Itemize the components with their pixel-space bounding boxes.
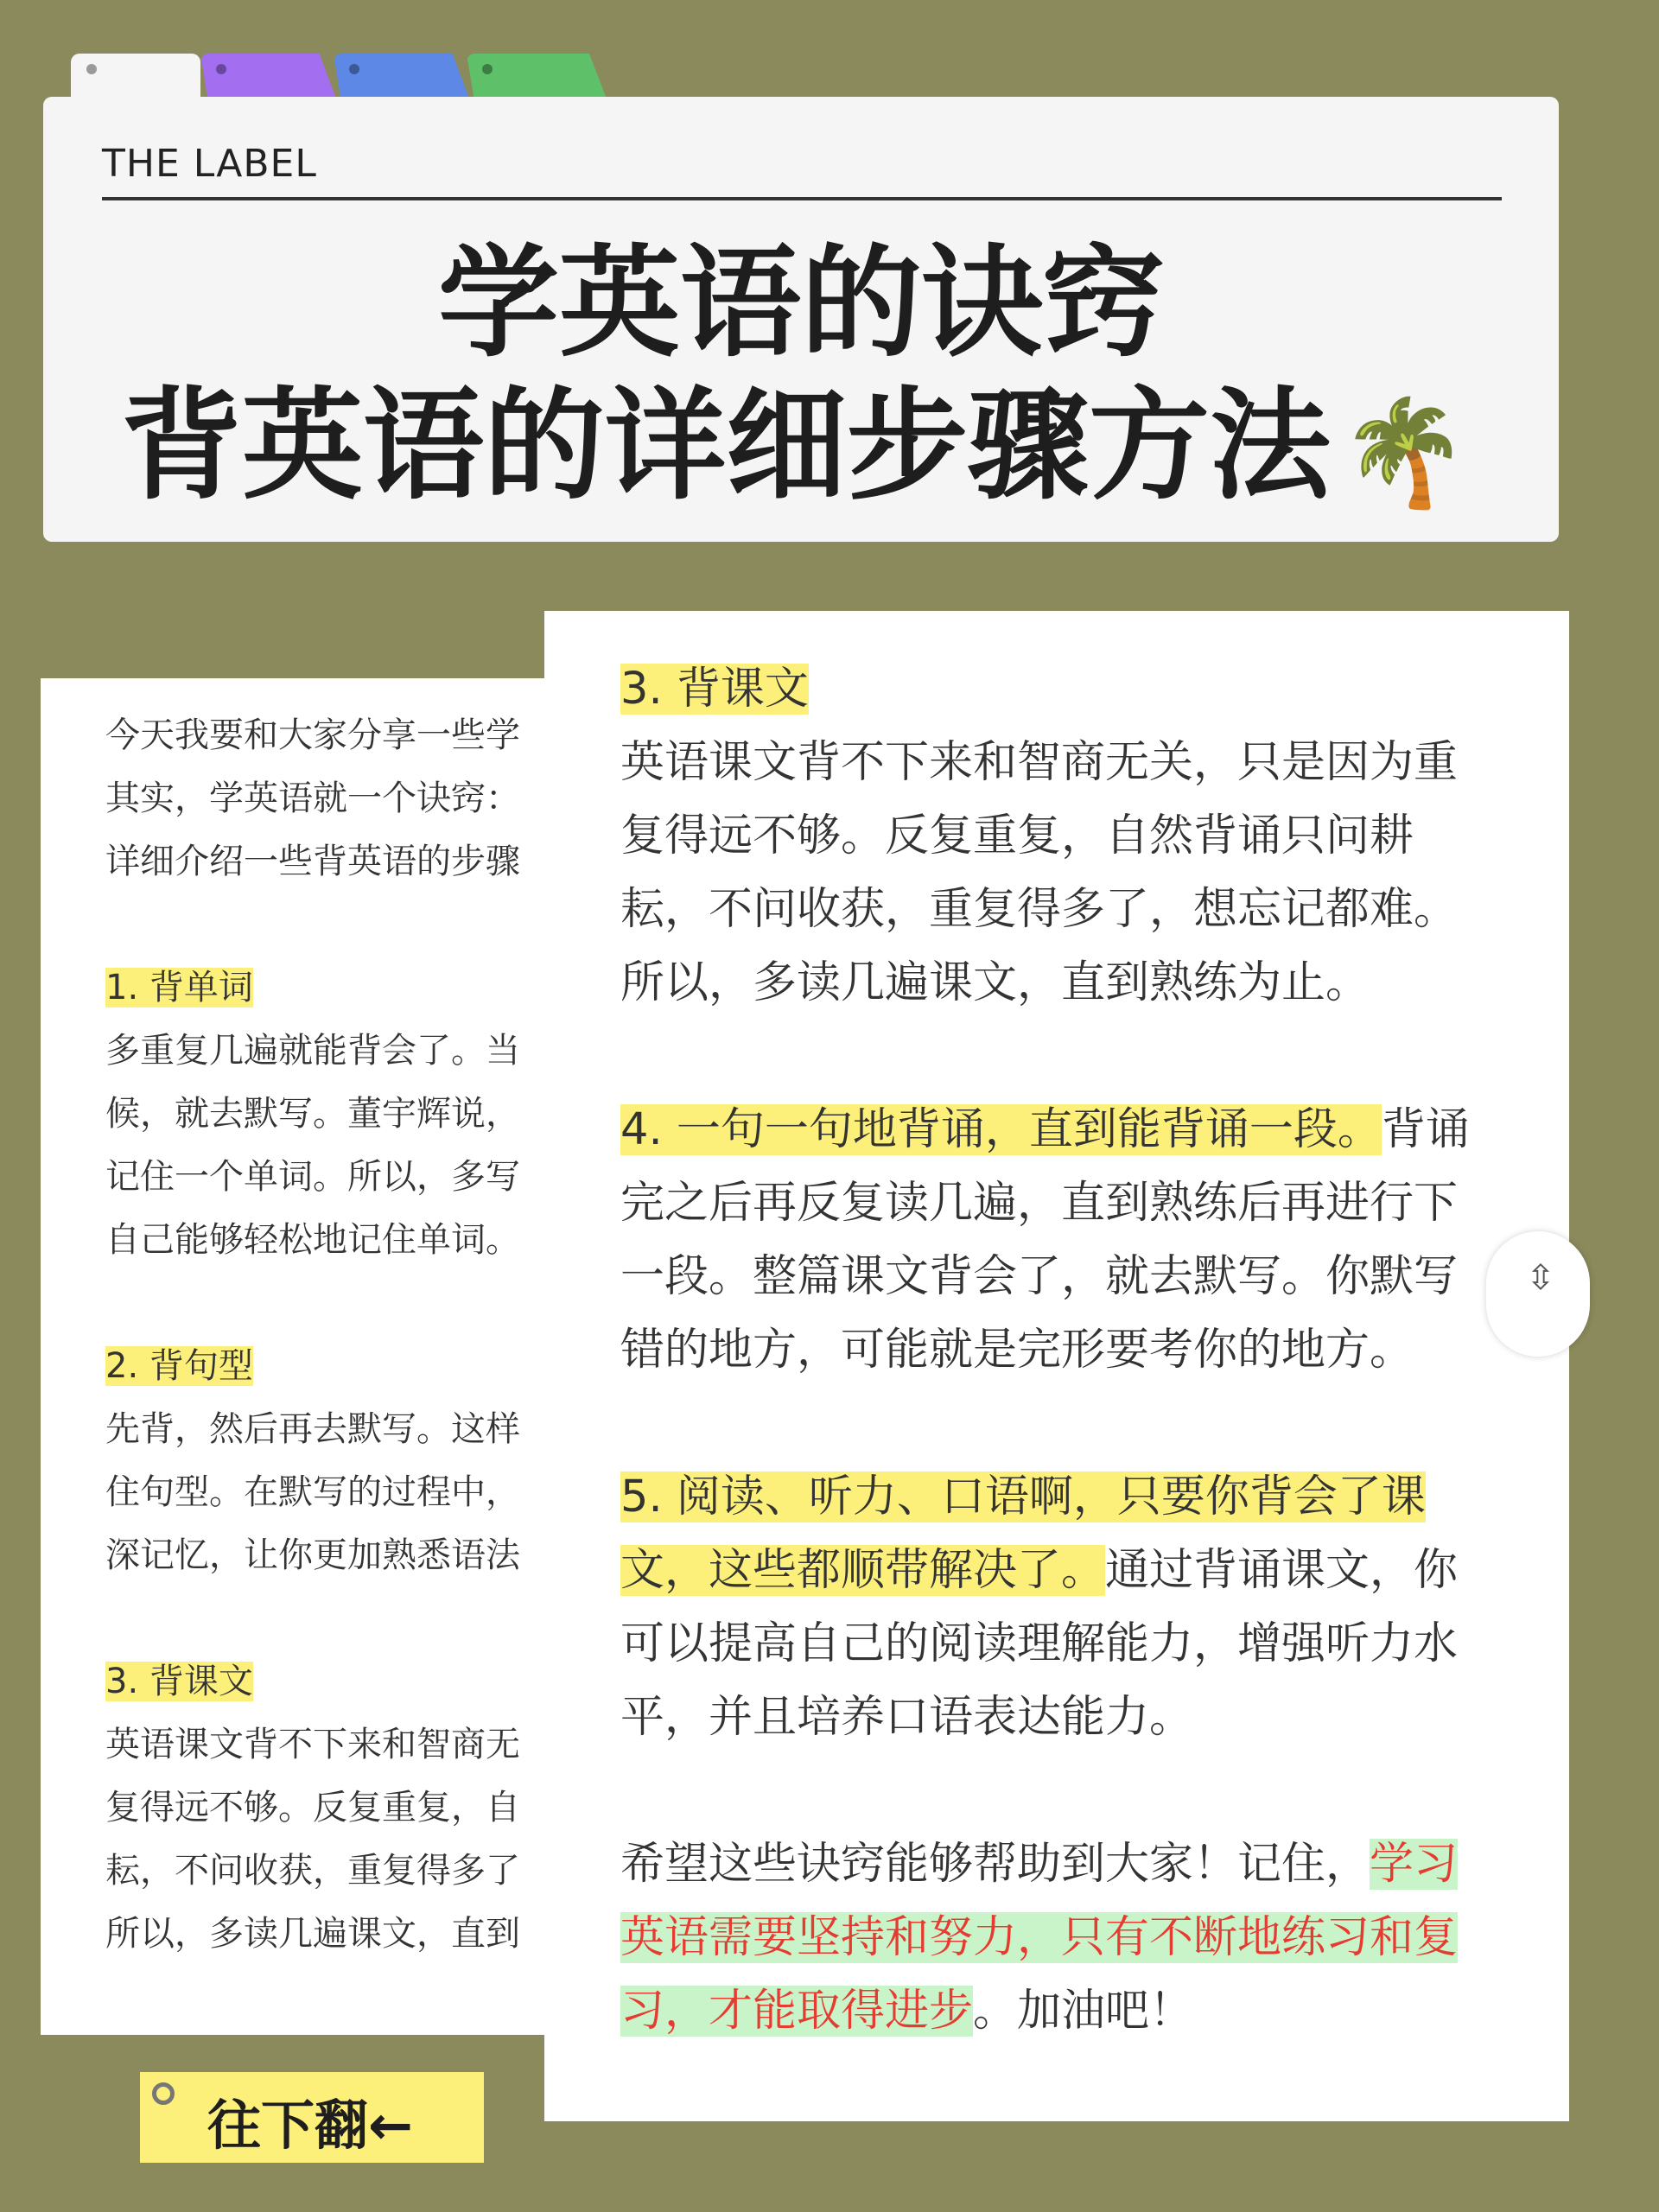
front-page <box>544 611 1569 2121</box>
tab-dot <box>86 64 97 74</box>
back-body-line: 复得远不够。反复重复，自 <box>105 1788 520 1827</box>
pin-icon <box>152 2082 175 2105</box>
back-body-line: 候，就去默写。董宇辉说， <box>105 1094 520 1134</box>
body-line: 所以，多读几遍课文，直到熟练为止。 <box>620 957 1370 1008</box>
section-heading-5: 5. 阅读、听力、口语啊，只要你背会了课 <box>620 1471 1426 1522</box>
page-title-line-1: 学英语的诀窍 <box>437 233 1164 374</box>
body-line: 完之后再反复读几遍，直到熟练后再进行下 <box>620 1178 1459 1229</box>
closing-highlight: 习，才能取得进步 <box>620 1986 974 2037</box>
closing-highlight: 英语需要坚持和努力，只有不断地练习和复 <box>620 1912 1459 1963</box>
back-intro-line: 详细介绍一些背英语的步骤 <box>105 842 520 881</box>
front-page-content <box>620 652 1502 2048</box>
header-divider <box>102 197 1502 200</box>
body-line: 一段。整篇课文背会了，就去默写。你默写 <box>620 1251 1459 1302</box>
back-body-line: 自己能够轻松地记住单词。 <box>105 1220 520 1260</box>
body-line: 平，并且培养口语表达能力。 <box>620 1692 1194 1743</box>
scroll-handle[interactable] <box>1486 1231 1590 1357</box>
body-text: 背诵 <box>1381 1104 1470 1155</box>
back-body-line: 所以，多读几遍课文，直到 <box>105 1914 520 1954</box>
back-body-line: 耘，不问收获，重复得多了 <box>105 1851 520 1891</box>
closing-highlight: 学习 <box>1370 1839 1459 1890</box>
body-line: 英语课文背不下来和智商无关，只是因为重 <box>620 737 1459 788</box>
page-title-line-2-text: 背英语的详细步骤方法 <box>121 376 1332 517</box>
page-title-line-2 <box>121 378 1468 523</box>
expand-collapse-icon: ⇳ <box>1526 1258 1555 1298</box>
body-line: 错的地方，可能就是完形要考你的地方。 <box>620 1325 1414 1376</box>
back-section-heading: 3. 背课文 <box>105 1662 253 1701</box>
flip-hint-text: 往下翻← <box>207 2094 413 2157</box>
back-intro-line: 今天我要和大家分享一些学 <box>105 715 520 755</box>
section-heading-4: 4. 一句一句地背诵，直到能背诵一段。 <box>620 1104 1382 1155</box>
palm-tree-icon: 🌴 <box>1339 393 1469 514</box>
back-page-content <box>105 704 576 1966</box>
section-heading-3: 3. 背课文 <box>620 664 809 715</box>
body-line: 可以提高自己的阅读理解能力，增强听力水 <box>620 1618 1459 1669</box>
back-body-line: 住句型。在默写的过程中， <box>105 1472 520 1512</box>
back-section-heading: 1. 背单词 <box>105 968 253 1007</box>
body-line: 耘，不问收获，重复得多了，想忘记都难。 <box>620 884 1459 935</box>
body-text: 通过背诵课文，你 <box>1105 1545 1459 1596</box>
back-body-line: 多重复几遍就能背会了。当 <box>105 1031 520 1071</box>
brand-label: THE LABEL <box>102 142 317 186</box>
tab-dot <box>349 64 359 74</box>
tab-dot <box>216 64 226 74</box>
back-body-line: 记住一个单词。所以，多写 <box>105 1157 520 1197</box>
section-heading-5-cont: 文，这些都顺带解决了。 <box>620 1545 1106 1596</box>
flip-hint-badge <box>140 2072 484 2163</box>
closing-text: 希望这些诀窍能够帮助到大家！记住， <box>620 1839 1370 1890</box>
back-body-line: 深记忆，让你更加熟悉语法 <box>105 1535 520 1575</box>
closing-end: 。加油吧！ <box>973 1986 1194 2037</box>
back-intro-line: 其实，学英语就一个诀窍： <box>105 779 520 818</box>
back-page <box>41 678 576 2035</box>
back-section-heading: 2. 背句型 <box>105 1346 253 1386</box>
body-line: 复得远不够。反复重复，自然背诵只问耕 <box>620 810 1414 861</box>
header-card <box>43 97 1559 542</box>
back-body-line: 先背，然后再去默写。这样 <box>105 1409 520 1449</box>
tab-dot <box>482 64 493 74</box>
back-body-line: 英语课文背不下来和智商无 <box>105 1725 520 1764</box>
